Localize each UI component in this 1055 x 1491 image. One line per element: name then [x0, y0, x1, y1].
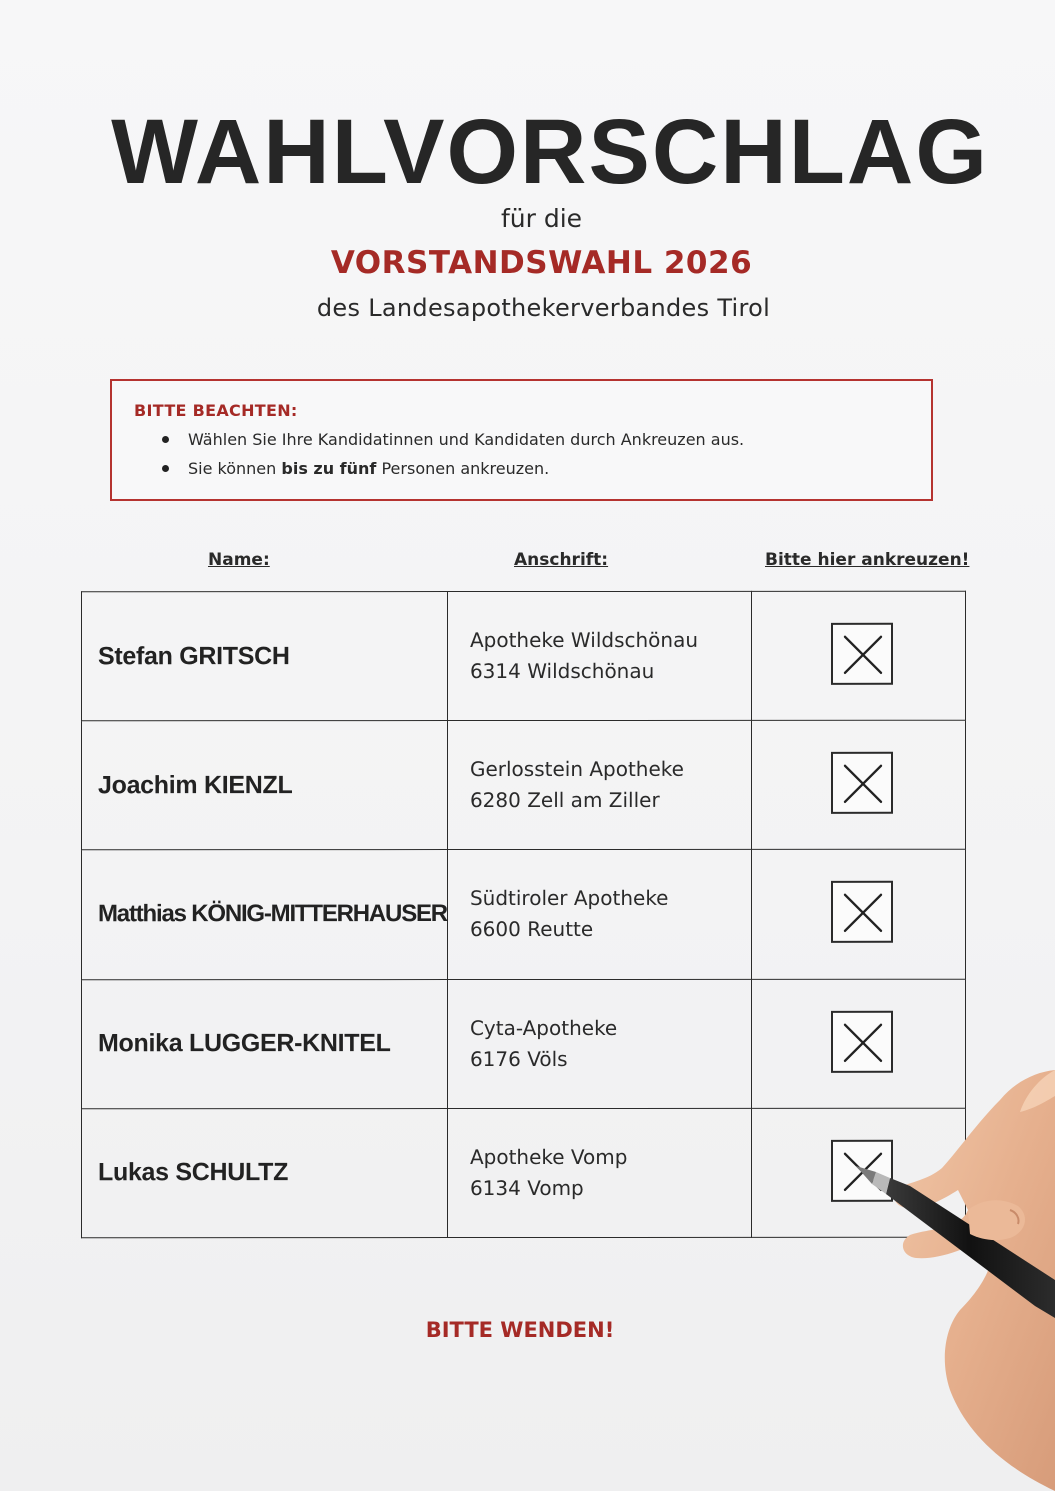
- bullet-icon: [162, 465, 169, 472]
- notice-item-emphasis: bis zu fünf: [281, 459, 377, 478]
- check-cell: [751, 591, 965, 720]
- notice-heading: BITTE BEACHTEN:: [134, 401, 298, 420]
- address-line-1: Apotheke Vomp: [469, 1144, 628, 1169]
- notice-item: [134, 459, 909, 478]
- notice-box: [110, 379, 933, 501]
- address-line-1: Cyta-Apotheke: [469, 1015, 618, 1040]
- candidate-checkbox[interactable]: [831, 752, 893, 814]
- notice-item: [134, 430, 909, 449]
- x-mark-icon: [839, 889, 887, 937]
- candidate-row: [82, 1108, 966, 1238]
- candidate-name: Stefan GRITSCH: [82, 592, 448, 721]
- election-name: VORSTANDSWAHL 2026: [330, 245, 753, 281]
- address-line-2: 6314 Wildschönau: [469, 659, 655, 684]
- candidate-name: Matthias KÖNIG-MITTERHAUSER: [82, 850, 448, 979]
- candidate-address: [447, 721, 751, 850]
- address-line-2: 6176 Völs: [469, 1046, 568, 1071]
- check-cell: [751, 850, 965, 979]
- candidate-address: [447, 979, 751, 1108]
- page-title: WAHLVORSCHLAG: [111, 101, 989, 203]
- bullet-icon: [162, 436, 169, 443]
- check-cell: [751, 720, 965, 849]
- column-header-name: Name:: [208, 550, 270, 570]
- address-line-1: Gerlosstein Apotheke: [469, 757, 684, 782]
- subtitle-for: für die: [500, 204, 583, 233]
- candidate-address: [447, 1108, 751, 1237]
- candidate-row: [82, 850, 966, 980]
- notice-item-text-post: Personen ankreuzen.: [376, 459, 550, 478]
- candidate-name: Joachim KIENZL: [82, 721, 448, 850]
- candidate-row: [82, 720, 966, 850]
- address-line-2: 6600 Reutte: [469, 917, 594, 942]
- candidate-table: [81, 591, 966, 1238]
- column-header-check: Bitte hier ankreuzen!: [765, 550, 970, 570]
- notice-item-text: Wählen Sie Ihre Kandidatinnen und Kandidaten durch Ankreuzen aus.: [188, 430, 745, 449]
- address-line-2: 6134 Vomp: [469, 1175, 584, 1200]
- candidate-row: [82, 979, 966, 1109]
- x-mark-icon: [839, 760, 887, 808]
- x-mark-icon: [839, 631, 887, 679]
- candidate-checkbox[interactable]: [831, 881, 893, 943]
- address-line-2: 6280 Zell am Ziller: [469, 788, 660, 813]
- organization-name: des Landesapothekerverbandes Tirol: [316, 294, 771, 322]
- notice-list: [134, 430, 909, 478]
- address-line-1: Südtiroler Apotheke: [469, 886, 669, 911]
- hand-with-pen-icon: [850, 1060, 1055, 1491]
- candidate-row: [82, 591, 966, 721]
- address-line-1: Apotheke Wildschönau: [469, 628, 698, 653]
- column-header-address: Anschrift:: [514, 550, 609, 570]
- turn-over-note: BITTE WENDEN!: [425, 1318, 615, 1342]
- candidate-address: [447, 850, 751, 979]
- candidate-name: Monika LUGGER-KNITEL: [82, 979, 448, 1108]
- candidate-name: Lukas SCHULTZ: [82, 1108, 448, 1237]
- candidate-address: [447, 591, 751, 720]
- notice-item-text-pre: Sie können: [188, 459, 282, 478]
- candidate-checkbox[interactable]: [831, 623, 893, 685]
